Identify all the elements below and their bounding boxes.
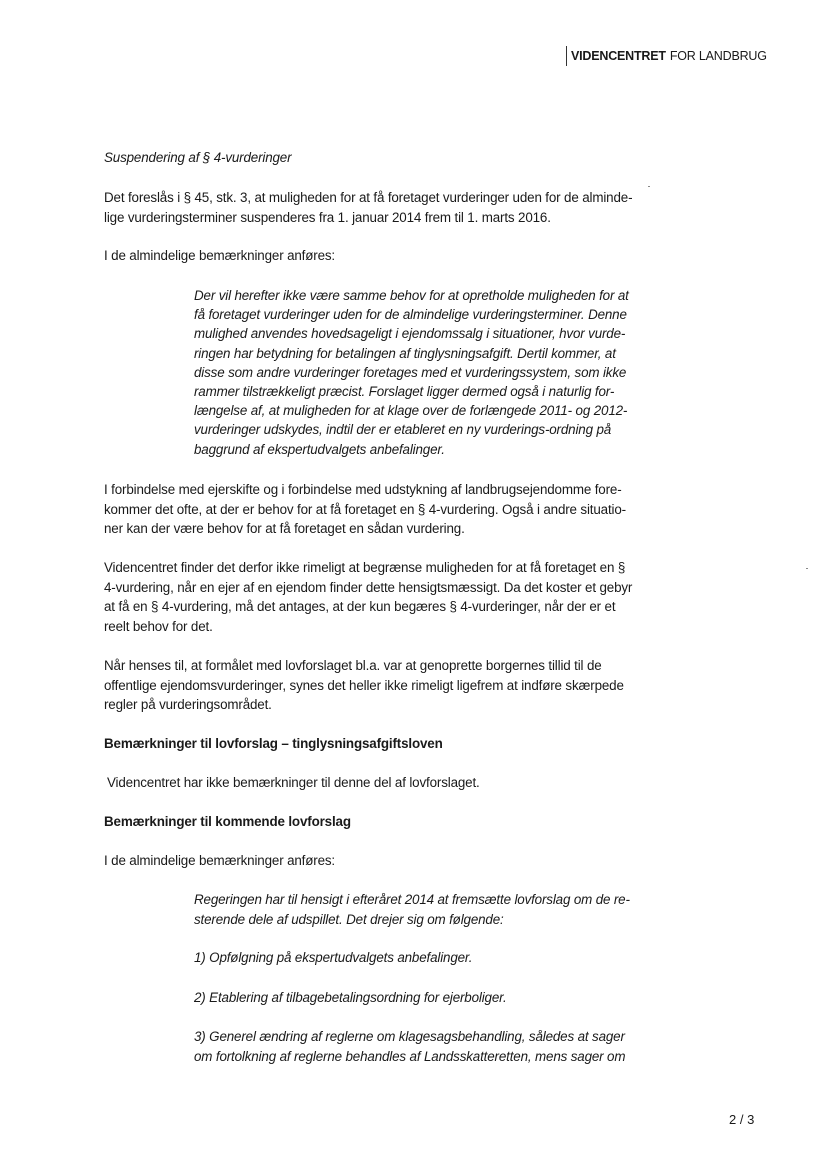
- paragraph-1: Det foreslås i § 45, stk. 3, at muligheden for at få foretaget vurderinger uden for de alminde- lige vurderingsterminer suspenderes fra 1. januar 2014 frem til 1. marts 2016.: [104, 190, 633, 225]
- header-brand: [566, 46, 767, 66]
- paragraph-2: I de almindelige bemærkninger anføres:: [104, 248, 335, 263]
- block-quote-2: Regeringen har til hensigt i efteråret 2014 at fremsætte lovforslag om de re- sterende dele af udspillet. Det drejer sig om følgende:: [194, 892, 630, 927]
- brand-name: VIDENCENTRET: [571, 49, 666, 63]
- paragraph-6: Videncentret har ikke bemærkninger til denne del af lovforslaget.: [107, 775, 480, 790]
- paragraph-3: I forbindelse med ejerskifte og i forbindelse med udstykning af landbrugsejendomme fore- kommer det ofte, at der er behov for at få foretaget en § 4-vurdering. Også i andre situatio- ner kan der være behov for at få foretaget en sådan vurdering.: [104, 482, 626, 537]
- block-quote-1: Der vil herefter ikke være samme behov for at opretholde muligheden for at få foretaget vurderinger uden for de almindelige vurderingsterminer. Denne mulighed anvendes hovedsageligt i ejendomssalg i situationer, hvor vurde- ringen har betydning for betalingen af tinglysningsafgift. Dertil kommer, at disse som andre vurderinger foretages med et vurderingssystem, som ikke rammer tilstrækkeligt præcist. Forslaget ligger dermed også i naturlig for- længelse af, at muligheden for at klage over de forlængede 2011- og 2012- vurderinger udskydes, indtil der er etableret en ny vurderings-ordning på baggrund af ekspertudvalgets anbefalinger.: [194, 288, 629, 457]
- paragraph-7: I de almindelige bemærkninger anføres:: [104, 853, 335, 868]
- list-item-3: 3) Generel ændring af reglerne om klagesagsbehandling, således at sager om fortolkning af reglerne behandles af Landsskatteretten, mens sager om: [194, 1029, 626, 1064]
- paragraph-5: Når henses til, at formålet med lovforslaget bl.a. var at genoprette borgernes tillid til de offentlige ejendomsvurderinger, synes det heller ikke rimeligt ligefrem at indføre skærpede regler på vurderingsområdet.: [104, 658, 624, 713]
- scan-speck: [806, 568, 808, 569]
- header-divider: [566, 46, 567, 66]
- brand-suffix: FOR LANDBRUG: [669, 49, 767, 63]
- subheading-suspension: Suspendering af § 4-vurderinger: [104, 150, 292, 165]
- scan-speck: [648, 186, 650, 187]
- heading-kommende-lovforslag: Bemærkninger til kommende lovforslag: [104, 814, 351, 829]
- list-item-1: 1) Opfølgning på ekspertudvalgets anbefalinger.: [194, 950, 473, 965]
- paragraph-4: Videncentret finder det derfor ikke rimeligt at begrænse muligheden for at få foretaget en § 4-vurdering, når en ejer af en ejendom finder dette hensigtsmæssigt. Da det koster et gebyr at få en § 4-vurdering, må det antages, at der kun begæres § 4-vurderinger, når der er et reelt behov for det.: [104, 560, 633, 634]
- page-number: 2 / 3: [729, 1112, 755, 1127]
- list-item-2: 2) Etablering af tilbagebetalingsordning for ejerboliger.: [194, 990, 507, 1005]
- heading-tinglysningsafgiftsloven: Bemærkninger til lovforslag – tinglysningsafgiftsloven: [104, 736, 443, 751]
